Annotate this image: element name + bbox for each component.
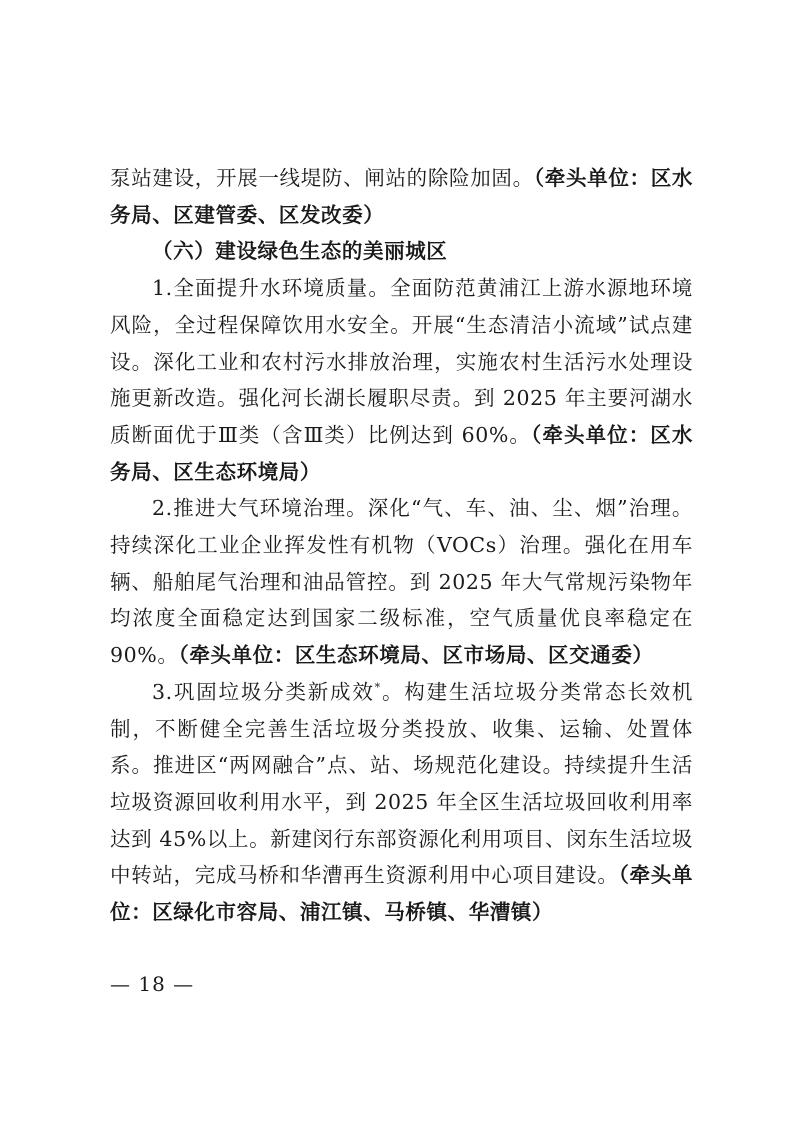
- item-lead: 1.全面提升水环境质量。: [152, 276, 391, 301]
- lead-unit-note: （牵头单位：区水务局、区生态环境局）: [110, 422, 693, 484]
- paragraph-body: 泵站建设，开展一线堤防、闸站的除险加固。: [110, 166, 534, 190]
- continued-paragraph: [110, 160, 693, 233]
- section-heading: （六）建设绿色生态的美丽城区: [152, 239, 448, 264]
- list-item-3: [110, 674, 693, 931]
- lead-unit-note: （牵头单位：区生态环境局、区市场局、区交通委）: [178, 643, 654, 668]
- document-page: [110, 160, 693, 931]
- item-body: 深化“气、车、油、尘、烟”治理。持续深化工业企业挥发性有机物（VOCs）治理。强化在用车辆、船舶尾气治理和油品管控。到 2025 年大气常规污染物年均浓度全面稳定达到国家二级标准，空气质量优良率稳定在 90%。: [110, 496, 693, 668]
- list-item-2: [110, 490, 693, 674]
- page-number: — 18 —: [110, 972, 195, 996]
- item-body: 构建生活垃圾分类常态长效机制，不断健全完善生活垃圾分类投放、收集、运输、处置体系。推进区“两网融合”点、站、场规范化建设。持续提升生活垃圾资源回收利用水平，到 2025 年全区生活垃圾回收利用率达到 45%以上。新建闵行东部资源化利用项目、闵东生活垃圾中转站，完成马桥和华漕再生资源利用中心项目建设。: [110, 679, 693, 888]
- lead-unit-note: （牵头单位：区水务局、区建管委、区发改委）: [110, 166, 693, 227]
- item-lead: 2.推进大气环境治理。: [152, 496, 368, 521]
- lead-unit-note: （牵头单位：区绿化市容局、浦江镇、马桥镇、华漕镇）: [110, 863, 693, 925]
- item-body: 全面防范黄浦江上游水源地环境风险，全过程保障饮用水安全。开展“生态清洁小流域”试点建设。深化工业和农村污水排放治理，实施农村生活污水处理设施更新改造。强化河长湖长履职尽责。到 2025 年主要河湖水质断面优于Ⅲ类（含Ⅲ类）比例达到 60%。: [110, 276, 693, 447]
- item-lead: 3.巩固垃圾分类新成效: [152, 679, 375, 704]
- footnote-mark: *: [374, 681, 381, 695]
- list-item-1: [110, 270, 693, 490]
- item-lead-end: 。: [380, 679, 405, 704]
